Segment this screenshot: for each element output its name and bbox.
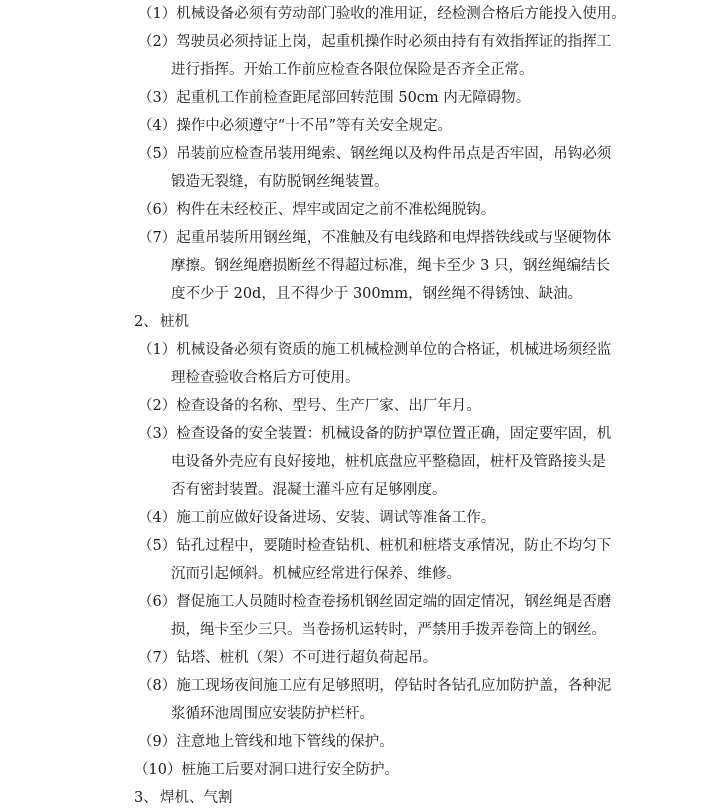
item-text-continued: 电设备外壳应有良好接地，桩机底盘应平整稳固，桩杆及管路接头是 <box>171 454 606 470</box>
section-heading-welding <box>134 784 233 812</box>
item-text-continued: 进行指挥。开始工作前应检查各限位保险是否齐全正常。 <box>171 62 534 78</box>
list-item <box>138 112 713 140</box>
item-number: （5） <box>138 538 177 554</box>
list-item <box>138 588 713 616</box>
item-text: 检查设备的安全装置：机械设备的防护罩位置正确，固定要牢固，机 <box>176 426 612 442</box>
list-item <box>138 420 713 448</box>
item-number: （6） <box>138 594 177 610</box>
section-title: 桩机 <box>160 314 189 330</box>
item-text: 机械设备必须有资质的施工机械检测单位的合格证，机械进场须经监 <box>176 342 612 358</box>
item-text: 督促施工人员随时检查卷扬机钢丝固定端的固定情况，钢丝绳是否磨 <box>176 594 612 610</box>
item-text: 注意地上管线和地下管线的保护。 <box>176 734 394 750</box>
item-number: （10） <box>134 762 182 778</box>
item-text-continued: 理检查验收合格后方可使用。 <box>171 370 360 386</box>
list-item <box>138 532 713 560</box>
item-text-continued: 度不少于 20d，且不得少于 300mm，钢丝绳不得锈蚀、缺油。 <box>171 286 583 302</box>
item-text: 钻孔过程中，要随时检查钻机、桩机和桩塔支承情况，防止不均匀下 <box>176 538 612 554</box>
list-item <box>138 504 713 532</box>
item-number: （2） <box>138 34 177 50</box>
list-item <box>134 756 709 784</box>
item-text: 驾驶员必须持证上岗，起重机操作时必须由持有有效指挥证的指挥工 <box>176 34 612 50</box>
item-text: 机械设备必须有劳动部门验收的准用证，经检测合格后方能投入使用。 <box>176 6 626 22</box>
item-number: （1） <box>138 342 177 358</box>
item-number: （3） <box>138 90 177 106</box>
item-text: 钻塔、桩机（架）不可进行超负荷起吊。 <box>176 650 438 666</box>
item-text-continued: 摩擦。钢丝绳磨损断丝不得超过标准，绳卡至少 3 只，钢丝绳编结长 <box>171 258 610 274</box>
item-text-continued: 沉而引起倾斜。机械应经常进行保养、维修。 <box>171 566 461 582</box>
list-item <box>138 728 713 756</box>
list-item <box>138 672 713 700</box>
section-number: 3、 <box>134 790 158 806</box>
list-item <box>138 196 713 224</box>
item-text: 起重机工作前检查距尾部回转范围 50cm 内无障碍物。 <box>176 90 531 106</box>
item-text: 起重吊装所用钢丝绳，不准触及有电线路和电焊搭铁线或与坚硬物体 <box>176 230 612 246</box>
item-text-continued: 浆循环池周围应安装防护栏杆。 <box>171 706 374 722</box>
item-text: 施工前应做好设备进场、安装、调试等准备工作。 <box>176 510 496 526</box>
item-number: （7） <box>138 650 177 666</box>
item-number: （4） <box>138 510 177 526</box>
item-number: （3） <box>138 426 177 442</box>
item-text-continued: 锻造无裂缝，有防脱钢丝绳装置。 <box>171 174 389 190</box>
section-heading-pile-driver <box>134 308 189 336</box>
item-text: 施工现场夜间施工应有足够照明，停钻时各钻孔应加防护盖，各种泥 <box>176 678 612 694</box>
list-item <box>138 392 713 420</box>
section-title: 焊机、气割 <box>160 790 233 806</box>
item-number: （2） <box>138 398 177 414</box>
item-number: （5） <box>138 146 177 162</box>
list-item <box>138 140 713 168</box>
item-number: （6） <box>138 202 177 218</box>
section-number: 2、 <box>134 314 158 330</box>
item-text-continued: 损，绳卡至少三只。当卷扬机运转时，严禁用手拨弄卷筒上的钢丝。 <box>171 622 606 638</box>
list-item <box>138 0 713 28</box>
item-number: （7） <box>138 230 177 246</box>
item-text: 桩施工后要对洞口进行安全防护。 <box>181 762 399 778</box>
item-text-continued: 否有密封装置。混凝土灌斗应有足够刚度。 <box>171 482 447 498</box>
item-number: （9） <box>138 734 177 750</box>
list-item <box>138 224 713 252</box>
item-text: 吊装前应检查吊装用绳索、钢丝绳以及构件吊点是否牢固，吊钩必须 <box>176 146 612 162</box>
item-number: （1） <box>138 6 177 22</box>
list-item <box>138 336 713 364</box>
item-text: 检查设备的名称、型号、生产厂家、出厂年月。 <box>176 398 481 414</box>
item-text: 操作中必须遵守“十不吊”等有关安全规定。 <box>176 118 453 134</box>
list-item <box>138 84 713 112</box>
item-number: （8） <box>138 678 177 694</box>
item-number: （4） <box>138 118 177 134</box>
list-item <box>138 644 713 672</box>
list-item <box>138 28 713 56</box>
item-text: 构件在未经校正、焊牢或固定之前不准松绳脱钩。 <box>176 202 496 218</box>
